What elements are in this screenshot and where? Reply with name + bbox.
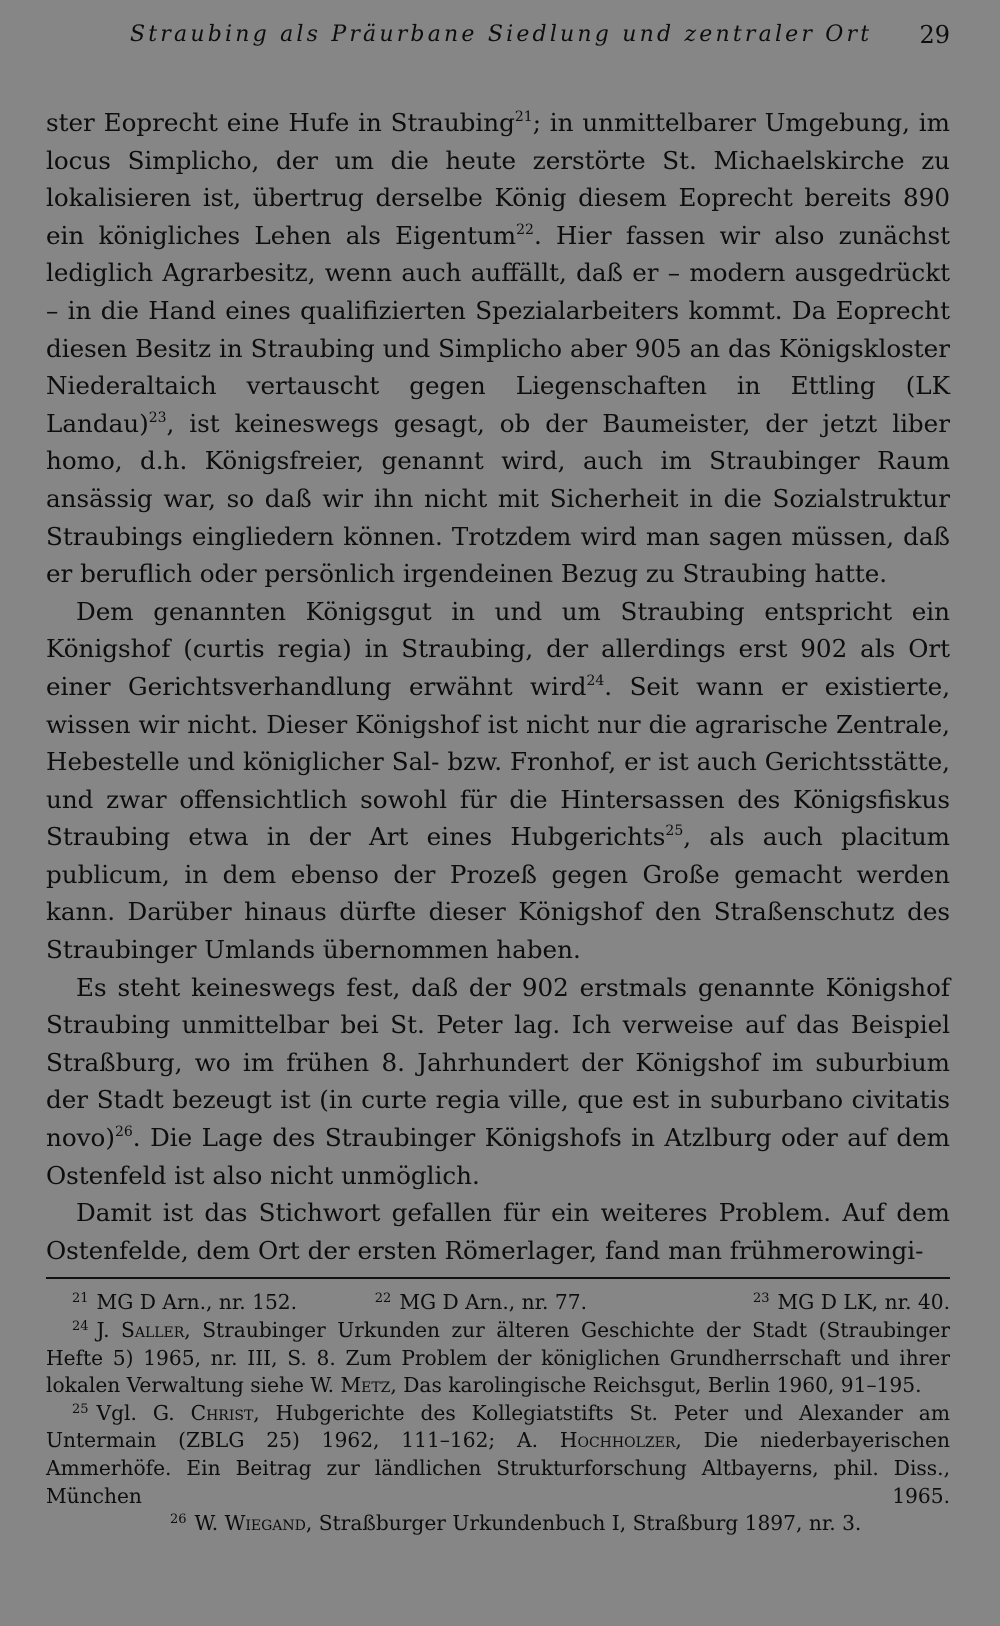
footnote-22 bbox=[375, 1289, 678, 1317]
paragraph-3 bbox=[46, 969, 950, 1195]
footnote-author: Hochholzer bbox=[559, 1428, 676, 1453]
footnote-text: , Straßburger Urkundenbuch I, Straßburg 1897, nr. 3. bbox=[305, 1511, 862, 1536]
footnote-ref-22[interactable]: 22 bbox=[516, 221, 534, 238]
paragraph-text: , als auch placitum publicum, in dem ebenso der Prozeß gegen Große gemacht werden kann. Darüber hinaus dürfte dieser Königshof den Straßenschutz des Straubinger Umlands übernommen haben. bbox=[46, 822, 950, 965]
footnote-text: , Straubinger Urkunden zur älteren Geschichte der Stadt (Straubinger Hefte 5) 1965, nr. III, S. 8. Zum Problem der königlichen Grundherrschaft und ihrer lokalen Verwaltung siehe W. bbox=[46, 1318, 951, 1398]
footnote-mark: 26 bbox=[170, 1512, 187, 1528]
footnote-mark: 21 bbox=[72, 1291, 89, 1307]
footnote-ref-26[interactable]: 26 bbox=[114, 1124, 133, 1141]
paragraph-text: , ist keineswegs gesagt, ob der Baumeister, der jetzt liber homo, d.h. Königsfreier, genannt wird, auch im Straubinger Raum ansässig war, so daß wir ihn nicht mit Sicherheit in die Sozialstruktur Straubings eingliedern können. Trotzdem wird man sagen müssen, daß er beruflich oder persönlich irgendeinen Bezug zu Straubing hatte. bbox=[46, 408, 950, 589]
footnotes bbox=[46, 1289, 950, 1537]
paragraph-text: . Hier fassen wir also zunächst lediglich Agrarbesitz, wenn auch auffällt, daß er – modern ausgedrückt – in die Hand eines qualifizierten Spezialarbeiters kommt. Da Eoprecht diesen Besitz in Straubing und Simplicho aber 905 an das Königskloster Niederaltaich vertauscht gegen Liegenschaften in Ettling (LK Landau) bbox=[46, 220, 950, 438]
footnote-24 bbox=[46, 1317, 950, 1400]
footnote-ref-25[interactable]: 25 bbox=[665, 823, 684, 840]
footnote-mark: 24 bbox=[72, 1319, 89, 1334]
footnote-text: J. bbox=[96, 1318, 121, 1342]
footnote-25 bbox=[46, 1400, 950, 1538]
footnote-text: , Hubgerichte des Kollegiatstifts St. Peter und Alexander am Untermain (ZBLG 25) 1962, 111–162; A. bbox=[46, 1400, 950, 1453]
footnote-divider bbox=[46, 1277, 950, 1279]
footnote-text: , Das karolingische Reichsgut, Berlin 1960, 91–195. bbox=[390, 1373, 922, 1398]
footnote-text: W. bbox=[194, 1511, 225, 1536]
paragraph-2 bbox=[46, 593, 950, 969]
footnote-row-21-23 bbox=[46, 1289, 950, 1317]
footnote-author: Wiegand bbox=[224, 1511, 306, 1536]
paragraph-text: . Die Lage des Straubinger Königshofs in Atzlburg oder auf dem Ostenfeld ist also nicht unmöglich. bbox=[46, 1123, 950, 1190]
document-page bbox=[46, 22, 950, 1538]
running-head bbox=[46, 22, 950, 62]
footnote-ref-21[interactable]: 21 bbox=[514, 109, 533, 125]
footnote-ref-23[interactable]: 23 bbox=[148, 409, 167, 426]
paragraph-text: Dem genannten Königsgut in und um Straubing entspricht ein Königshof (curtis regia) in Straubing, der allerdings erst 902 als Ort einer Gerichtsverhandlung erwähnt wird bbox=[46, 596, 950, 701]
paragraph-text: Damit ist das Stichwort gefallen für ein weiteres Problem. Auf dem Ostenfelde, dem Ort der ersten Römerlager, fand man frühmerowingi- bbox=[46, 1198, 950, 1265]
footnote-26 bbox=[144, 1510, 861, 1538]
footnote-mark: 25 bbox=[72, 1401, 89, 1417]
running-title: Straubing als Präurbane Siedlung und zentraler Ort bbox=[130, 22, 873, 47]
footnote-23 bbox=[678, 1289, 950, 1317]
footnote-text: , Die niederbayerischen Ammerhöfe. Ein Beitrag zur ländlichen Strukturforschung Altbayerns, phil. Diss., München 1965. bbox=[46, 1428, 950, 1508]
footnote-text: MG D Arn., nr. 77. bbox=[399, 1290, 587, 1315]
paragraph-4 bbox=[46, 1194, 950, 1269]
footnote-ref-24[interactable]: 24 bbox=[586, 672, 605, 689]
paragraph-text: ; in unmittelbarer Umgebung, im locus Simplicho, der um die heute zerstörte St. Michaelskirche zu lokalisieren ist, übertrug derselbe König diesem Eoprecht bereits 890 ein königliches Lehen als Eigentum bbox=[46, 108, 950, 250]
footnote-text: MG D Arn., nr. 152. bbox=[96, 1290, 298, 1315]
footnote-author: Christ bbox=[190, 1400, 254, 1425]
paragraph-1 bbox=[46, 104, 950, 593]
footnote-21 bbox=[72, 1289, 375, 1317]
footnote-mark: 22 bbox=[374, 1291, 392, 1307]
paragraph-text: Es steht keineswegs fest, daß der 902 erstmals genannte Königshof Straubing unmittelbar bei St. Peter lag. Ich verweise auf das Beispiel Straßburg, wo im frühen 8. Jahrhundert der Königshof im suburbium der Stadt bezeugt ist (in curte regia ville, que est in suburbano civitatis novo) bbox=[46, 972, 950, 1153]
footnote-author: Saller bbox=[121, 1318, 185, 1342]
body-text bbox=[46, 104, 950, 1269]
paragraph-text: . Seit wann er existierte, wissen wir nicht. Dieser Königshof ist nicht nur die agrarische Zentrale, Hebestelle und königlicher Sal- bzw. Fronhof, er ist auch Gerichtsstätte, und zwar offensichtlich sowohl für die Hintersassen des Königsfiskus Straubing etwa in der Art eines Hubgerichts bbox=[46, 671, 951, 852]
footnote-text: Vgl. G. bbox=[96, 1400, 191, 1425]
paragraph-text: ster Eoprecht eine Hufe in Straubing bbox=[46, 108, 515, 137]
footnote-mark: 23 bbox=[752, 1291, 770, 1307]
footnote-author: Metz bbox=[340, 1373, 391, 1398]
footnote-text: MG D LK, nr. 40. bbox=[777, 1290, 951, 1315]
page-number: 29 bbox=[919, 21, 950, 49]
